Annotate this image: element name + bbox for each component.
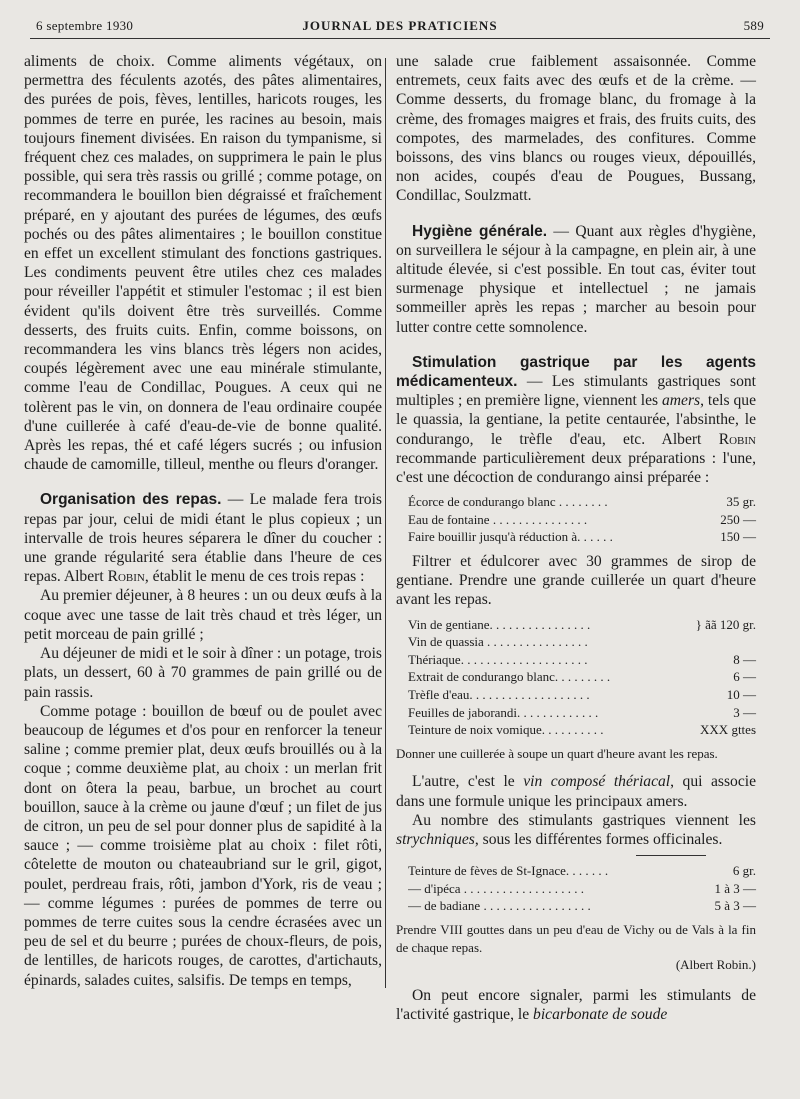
header-journal-title: JOURNAL DES PRATICIENS	[302, 18, 498, 33]
paragraph-filtrer: Filtrer et édulcorer avec 30 grammes de sirop de gentiane. Prendre une grande cuillerée un quart d'heure avant les repas.	[396, 553, 756, 609]
prescription-vin-gentiane	[408, 616, 756, 739]
prescription-row: Trèfle d'eau. . . . . . . . . . . . . . . . . . . 10 —	[408, 687, 756, 703]
signature-robin: (Albert Robin.)	[675, 957, 756, 973]
heading-hygiene: Hygiène générale.	[412, 222, 548, 240]
prescription-row: Teinture de fèves de St-Ignace. . . . . . . 6 gr.	[408, 863, 756, 879]
separator-line	[636, 855, 706, 856]
prescription-row: Thériaque. . . . . . . . . . . . . . . . . . . . 8 —	[408, 651, 756, 667]
heading-organisation: Organisation des repas.	[40, 491, 222, 509]
paragraph-potage: Comme potage : bouillon de bœuf ou de poulet avec beaucoup de légumes et d'os pour en renforcer la teneur saline ; comme premier plat, deux œufs brouillés ou à la coque ; comme deuxième plat, au choix : un merlan frit dont on ôtera la peau, barbue, un brochet au court bouillon, sauce à la crème ou jaune d'œuf ; un filet de jus de citron, un peu de sel pour donner plus de sapidité à la sauce ; — comme troisième plat au choix : filet rôti, côtelette de mouton ou chateaubriand sur le gril, gigot, poulet, perdreau frais, rôti, jambon d'York, ris de veau ; — comme légumes : purées de pommes de terre ou pommes de terre cuites sous la cendre écrasées avec un peu de sel et du beurre ; purées de choux-fleurs, de pois, de lentilles, de haricots rouges, de carottes, d'artichauts, épinards, salades cuites, salsifis. De temps en temps,	[24, 702, 382, 989]
prescription-row: Teinture de noix vomique. . . . . . . . . . XXX gttes	[408, 722, 756, 738]
prescription-row: — de badiane . . . . . . . . . . . . . . . . . 5 à 3 —	[408, 898, 756, 914]
prescription-condurango	[408, 493, 756, 546]
prescription-teinture	[408, 862, 756, 915]
author-robin: Robin	[107, 568, 145, 586]
prescription-row: Vin de quassia . . . . . . . . . . . . . . . .	[408, 634, 588, 650]
paragraph-vin-theriacal: L'autre, c'est le vin composé thériacal, qui associe dans une formule unique les principaux amers.	[396, 773, 756, 810]
author-robin: Robin	[718, 430, 756, 448]
paragraph-strychniques: Au nombre des stimulants gastriques viennent les strychniques, sous les différentes formes officinales.	[396, 811, 756, 849]
right-column	[396, 52, 756, 1024]
paragraph-dejeuner-midi: Au déjeuner de midi et le soir à dîner : un potage, trois plats, un dessert, 60 à 70 grammes de pain grillé ou de pain rassis.	[24, 645, 382, 701]
prescription-row: Eau de fontaine . . . . . . . . . . . . . . . 250 —	[408, 511, 756, 527]
paragraph-stimulation: Stimulation gastrique par les agents médicamenteux. — Les stimulants gastriques sont multiples ; en première ligne, viennent les amers, tels que le quassia, la gentiane, la petite centaurée, l'absinthe, le condurango, le trèfle d'eau, etc. Albert Robin recommande particulièrement deux préparations : l'une, c'est une décoction de condurango ainsi préparée :	[396, 353, 756, 487]
paragraph-premier-dejeuner: Au premier déjeuner, à 8 heures : un ou deux œufs à la coque avec une tasse de lait très chaud et très léger, un petit morceau de pain grillé ;	[24, 587, 382, 643]
header-rule	[30, 38, 770, 39]
page-header	[36, 18, 764, 36]
paragraph-salade: une salade crue faiblement assaisonnée. Comme entremets, ceux faits avec des œufs et de la crème. — Comme desserts, du fromage blanc, du fromage à la crème, des fromages maigres et frais, des fruits cuits, des compotes, des marmelades, des confitures. Comme boissons, des vins blancs ou rouges vieux, dépouillés, non acides, coupés d'eau de Pougues, Bussang, Condillac, Soulzmatt.	[396, 53, 756, 205]
heading-stimulation: Stimulation gastrique par les agents médicamenteux.	[396, 353, 756, 391]
left-column	[24, 52, 382, 990]
paragraph-organisation: Organisation des repas. — Le malade fera trois repas par jour, celui de midi étant le plus copieux ; un intervalle de trois heures séparera le dîner du coucher : une grande régularité sera établie dans l'heure de ces repas. Albert Robin, établit le menu de ces trois repas :	[24, 491, 382, 586]
header-date: 6 septembre 1930	[36, 18, 134, 33]
prescription-row: Extrait de condurango blanc. . . . . . . . . 6 —	[408, 669, 756, 685]
prescription-row: Feuilles de jaborandi. . . . . . . . . . . . . 3 —	[408, 704, 756, 720]
prescription-row: Écorce de condurango blanc . . . . . . . . 35 gr.	[408, 494, 756, 510]
prescription-row: — d'ipéca . . . . . . . . . . . . . . . . . . . 1 à 3 —	[408, 880, 756, 896]
paragraph-bicarbonate: On peut encore signaler, parmi les stimulants de l'activité gastrique, le bicarbonate de soude	[396, 986, 756, 1023]
header-page-number: 589	[743, 18, 764, 33]
paragraph-aliments: aliments de choix. Comme aliments végétaux, on permettra des féculents azotés, des pâtes alimentaires, des purées de pois, fèves, lentilles, haricots rouges, les pommes de terre en purée, les racines au besoin, mais toujours finement divisées. En raison du tympanisme, si fréquent chez ces malades, on supprimera le pain le plus possible, qui sera très rassis ou grillé ; comme potage, on recommandera le bouillon bien dégraissé et fraîchement préparé, en y ajoutant des purées de légumes, des œufs pochés ou des pâtes alimentaires ; le bouillon constitue en effet un excellent stimulant des fonctions gastriques. Les condiments peuvent être utiles chez ces malades pour réveiller l'appétit et stimuler l'estomac ; il est bien évident qu'ils doivent être très surveillés. Comme desserts, des fruits cuits. Enfin, comme boissons, on recommandera les vins blancs très légers non acides, coupés légèrement avec une eau minérale stimulante, comme l'eau de Condillac, Pougues. A ceux qui ne tolèrent pas le vin, on donnera de l'eau ordinaire coupée d'une cuillerée à café d'eau-de-vie de bonne qualité. Après les repas, thé et café légers sucrés ; ou infusion chaude de camomille, tilleul, menthe ou fleurs d'oranger.	[24, 53, 382, 474]
dosage-note: Donner une cuillerée à soupe un quart d'heure avant les repas.	[396, 745, 718, 761]
prescription-row: Faire bouillir jusqu'à réduction à. . . . . . 150 —	[408, 529, 756, 545]
prescription-row: Vin de gentiane. . . . . . . . . . . . . . . . } ãã 120 gr.	[408, 616, 756, 632]
paragraph-hygiene: Hygiène générale. — Quant aux règles d'hygiène, on surveillera le séjour à la campagne, en plein air, à une altitude élevée, si c'est possible. En tout cas, éviter tout surmenage physique et intellectuel ; ne jamais sommeiller après les repas ; marcher au besoin pour lutter contre cette somnolence.	[396, 222, 757, 336]
dosage-note: Prendre VIII gouttes dans un peu d'eau de Vichy ou de Vals à la fin de chaque repas.	[396, 922, 756, 955]
column-divider	[385, 58, 386, 988]
